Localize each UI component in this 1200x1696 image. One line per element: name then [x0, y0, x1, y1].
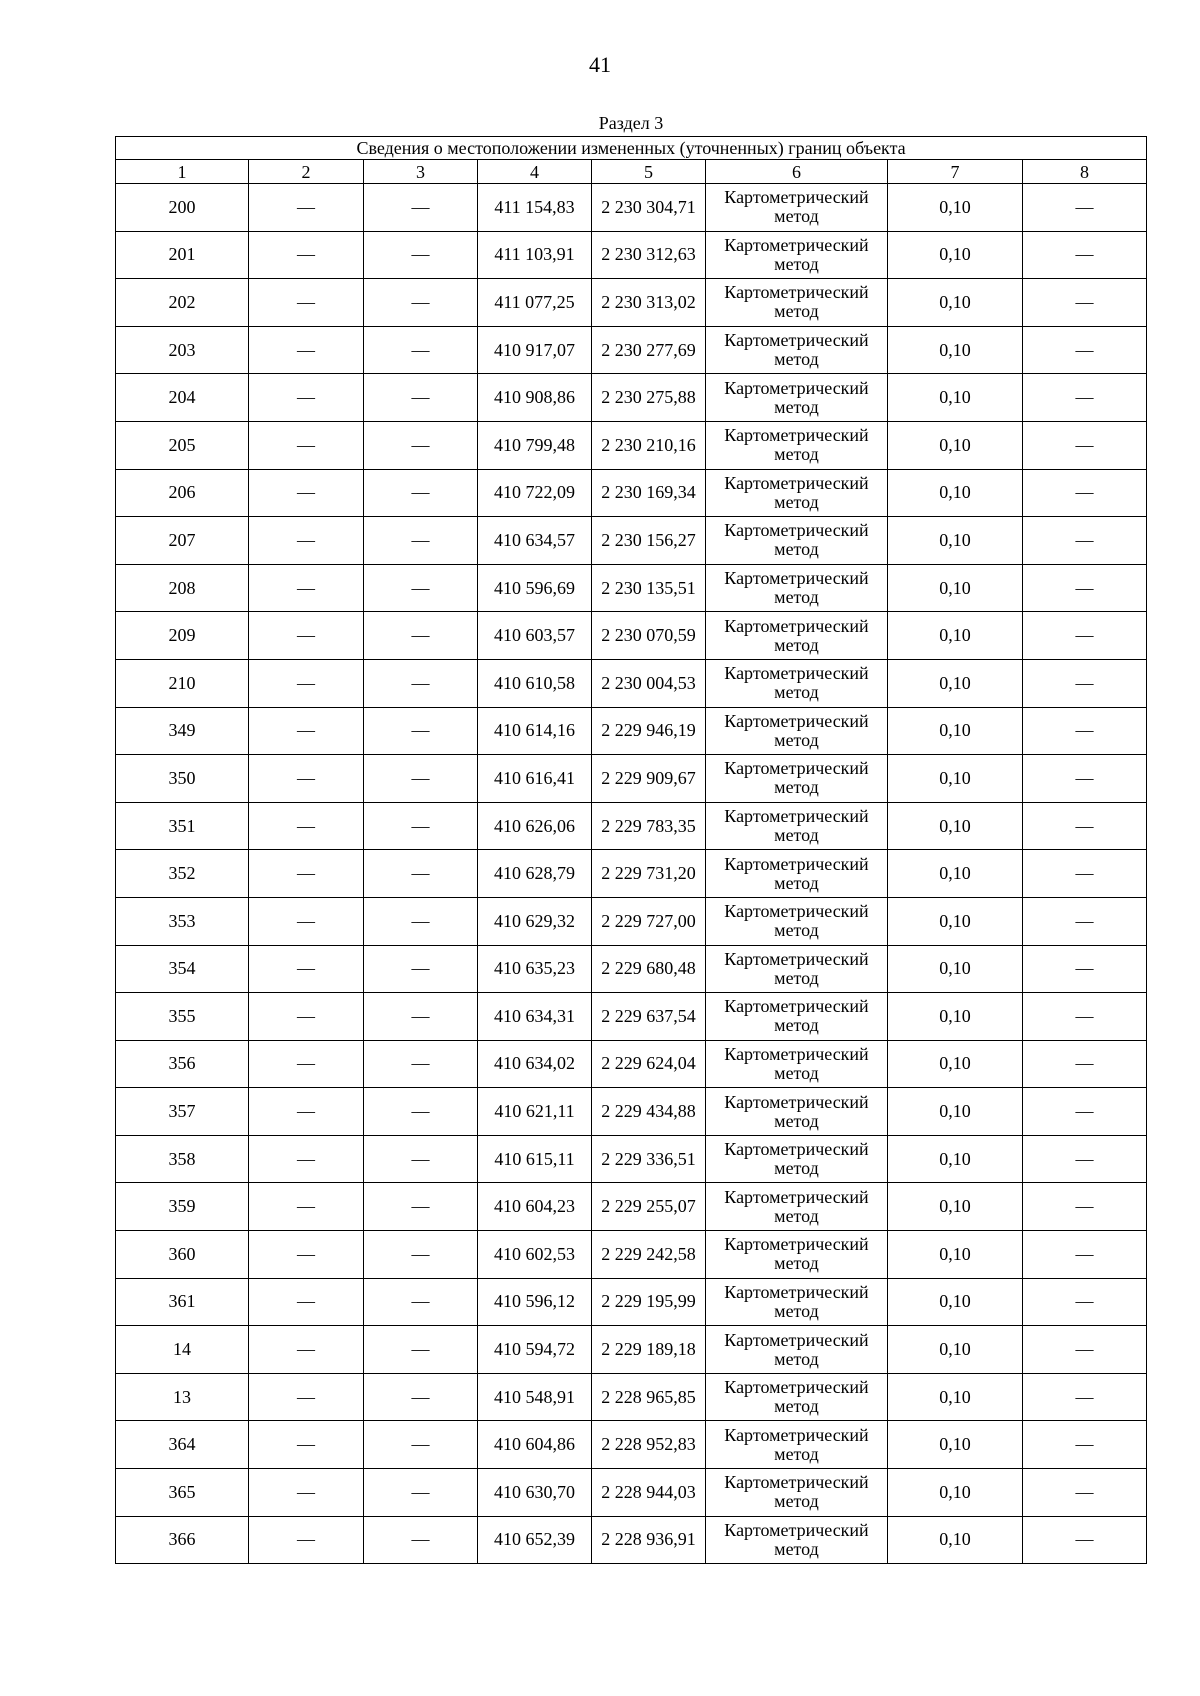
- column-header-5: 5: [592, 160, 706, 184]
- col-3-cell: —: [364, 1421, 478, 1469]
- coord-x-cell: 410 908,86: [478, 374, 592, 422]
- precision-cell: 0,10: [888, 231, 1023, 279]
- col-3-cell: —: [364, 421, 478, 469]
- coord-y-cell: 2 230 275,88: [592, 374, 706, 422]
- method-cell: Картометрический метод: [706, 1373, 888, 1421]
- table-row: [116, 184, 1147, 232]
- precision-cell: 0,10: [888, 755, 1023, 803]
- col-2-cell: —: [249, 1421, 364, 1469]
- col-8-cell: —: [1023, 612, 1147, 660]
- point-number-cell: 364: [116, 1421, 249, 1469]
- coord-y-cell: 2 230 156,27: [592, 517, 706, 565]
- table-row: [116, 231, 1147, 279]
- table-row: [116, 897, 1147, 945]
- precision-cell: 0,10: [888, 374, 1023, 422]
- col-8-cell: —: [1023, 564, 1147, 612]
- table-row: [116, 707, 1147, 755]
- table-caption: Сведения о местоположении измененных (уточненных) границ объекта: [116, 137, 1147, 160]
- precision-cell: 0,10: [888, 1135, 1023, 1183]
- coord-x-cell: 410 652,39: [478, 1516, 592, 1564]
- coord-y-cell: 2 229 731,20: [592, 850, 706, 898]
- col-2-cell: —: [249, 1231, 364, 1279]
- coord-y-cell: 2 230 004,53: [592, 659, 706, 707]
- point-number-cell: 204: [116, 374, 249, 422]
- point-number-cell: 354: [116, 945, 249, 993]
- col-2-cell: —: [249, 707, 364, 755]
- point-number-cell: 208: [116, 564, 249, 612]
- col-3-cell: —: [364, 1326, 478, 1374]
- col-3-cell: —: [364, 1373, 478, 1421]
- col-3-cell: —: [364, 517, 478, 565]
- coord-y-cell: 2 228 944,03: [592, 1469, 706, 1517]
- table-row: [116, 1088, 1147, 1136]
- col-8-cell: —: [1023, 1088, 1147, 1136]
- col-3-cell: —: [364, 374, 478, 422]
- col-2-cell: —: [249, 612, 364, 660]
- coord-x-cell: 410 629,32: [478, 897, 592, 945]
- point-number-cell: 350: [116, 755, 249, 803]
- col-8-cell: —: [1023, 517, 1147, 565]
- precision-cell: 0,10: [888, 1278, 1023, 1326]
- col-2-cell: —: [249, 659, 364, 707]
- coord-y-cell: 2 229 624,04: [592, 1040, 706, 1088]
- table-row: [116, 612, 1147, 660]
- col-2-cell: —: [249, 1516, 364, 1564]
- col-8-cell: —: [1023, 945, 1147, 993]
- method-cell: Картометрический метод: [706, 755, 888, 803]
- precision-cell: 0,10: [888, 1373, 1023, 1421]
- col-3-cell: —: [364, 326, 478, 374]
- col-3-cell: —: [364, 993, 478, 1041]
- point-number-cell: 13: [116, 1373, 249, 1421]
- coord-x-cell: 410 634,57: [478, 517, 592, 565]
- point-number-cell: 361: [116, 1278, 249, 1326]
- col-3-cell: —: [364, 1088, 478, 1136]
- col-8-cell: —: [1023, 1469, 1147, 1517]
- col-2-cell: —: [249, 897, 364, 945]
- point-number-cell: 201: [116, 231, 249, 279]
- point-number-cell: 349: [116, 707, 249, 755]
- column-header-7: 7: [888, 160, 1023, 184]
- coord-y-cell: 2 229 255,07: [592, 1183, 706, 1231]
- col-3-cell: —: [364, 1040, 478, 1088]
- coord-x-cell: 410 602,53: [478, 1231, 592, 1279]
- coord-y-cell: 2 230 210,16: [592, 421, 706, 469]
- coord-y-cell: 2 229 727,00: [592, 897, 706, 945]
- table-row: [116, 469, 1147, 517]
- method-cell: Картометрический метод: [706, 184, 888, 232]
- table-body: [116, 184, 1147, 1564]
- col-8-cell: —: [1023, 374, 1147, 422]
- col-3-cell: —: [364, 469, 478, 517]
- coord-y-cell: 2 229 189,18: [592, 1326, 706, 1374]
- coord-x-cell: 410 626,06: [478, 802, 592, 850]
- col-8-cell: —: [1023, 1135, 1147, 1183]
- method-cell: Картометрический метод: [706, 231, 888, 279]
- col-2-cell: —: [249, 993, 364, 1041]
- table-row: [116, 1040, 1147, 1088]
- table-row: [116, 564, 1147, 612]
- coord-y-cell: 2 230 070,59: [592, 612, 706, 660]
- col-3-cell: —: [364, 945, 478, 993]
- col-2-cell: —: [249, 1088, 364, 1136]
- coord-x-cell: 410 603,57: [478, 612, 592, 660]
- table-row: [116, 1516, 1147, 1564]
- point-number-cell: 209: [116, 612, 249, 660]
- table-row: [116, 993, 1147, 1041]
- coord-x-cell: 410 615,11: [478, 1135, 592, 1183]
- col-2-cell: —: [249, 1326, 364, 1374]
- method-cell: Картометрический метод: [706, 945, 888, 993]
- coord-x-cell: 410 722,09: [478, 469, 592, 517]
- table-row: [116, 1231, 1147, 1279]
- col-8-cell: —: [1023, 755, 1147, 803]
- table-row: [116, 326, 1147, 374]
- point-number-cell: 210: [116, 659, 249, 707]
- coord-y-cell: 2 230 277,69: [592, 326, 706, 374]
- precision-cell: 0,10: [888, 279, 1023, 327]
- column-header-1: 1: [116, 160, 249, 184]
- col-3-cell: —: [364, 564, 478, 612]
- coord-x-cell: 410 634,31: [478, 993, 592, 1041]
- table-row: [116, 945, 1147, 993]
- column-header-2: 2: [249, 160, 364, 184]
- precision-cell: 0,10: [888, 945, 1023, 993]
- method-cell: Картометрический метод: [706, 1421, 888, 1469]
- col-3-cell: —: [364, 755, 478, 803]
- coord-x-cell: 410 621,11: [478, 1088, 592, 1136]
- point-number-cell: 351: [116, 802, 249, 850]
- table-row: [116, 850, 1147, 898]
- method-cell: Картометрический метод: [706, 1469, 888, 1517]
- col-2-cell: —: [249, 517, 364, 565]
- method-cell: Картометрический метод: [706, 564, 888, 612]
- column-header-3: 3: [364, 160, 478, 184]
- method-cell: Картометрический метод: [706, 469, 888, 517]
- precision-cell: 0,10: [888, 517, 1023, 565]
- precision-cell: 0,10: [888, 850, 1023, 898]
- col-3-cell: —: [364, 1516, 478, 1564]
- method-cell: Картометрический метод: [706, 802, 888, 850]
- col-8-cell: —: [1023, 1421, 1147, 1469]
- coord-x-cell: 410 616,41: [478, 755, 592, 803]
- col-8-cell: —: [1023, 1516, 1147, 1564]
- point-number-cell: 355: [116, 993, 249, 1041]
- point-number-cell: 353: [116, 897, 249, 945]
- table-row: [116, 279, 1147, 327]
- method-cell: Картометрический метод: [706, 993, 888, 1041]
- point-number-cell: 356: [116, 1040, 249, 1088]
- table-row: [116, 1469, 1147, 1517]
- col-3-cell: —: [364, 184, 478, 232]
- coord-y-cell: 2 229 242,58: [592, 1231, 706, 1279]
- col-2-cell: —: [249, 1183, 364, 1231]
- method-cell: Картометрический метод: [706, 374, 888, 422]
- coord-x-cell: 410 596,12: [478, 1278, 592, 1326]
- method-cell: Картометрический метод: [706, 326, 888, 374]
- precision-cell: 0,10: [888, 993, 1023, 1041]
- col-2-cell: —: [249, 184, 364, 232]
- coord-y-cell: 2 228 952,83: [592, 1421, 706, 1469]
- coord-y-cell: 2 229 434,88: [592, 1088, 706, 1136]
- col-3-cell: —: [364, 1231, 478, 1279]
- method-cell: Картометрический метод: [706, 1135, 888, 1183]
- table-row: [116, 1326, 1147, 1374]
- coord-x-cell: 410 604,23: [478, 1183, 592, 1231]
- col-8-cell: —: [1023, 850, 1147, 898]
- table-row: [116, 802, 1147, 850]
- col-2-cell: —: [249, 802, 364, 850]
- precision-cell: 0,10: [888, 469, 1023, 517]
- method-cell: Картометрический метод: [706, 1088, 888, 1136]
- col-3-cell: —: [364, 1278, 478, 1326]
- coord-x-cell: 411 103,91: [478, 231, 592, 279]
- col-3-cell: —: [364, 231, 478, 279]
- point-number-cell: 202: [116, 279, 249, 327]
- col-3-cell: —: [364, 850, 478, 898]
- table-row: [116, 1135, 1147, 1183]
- precision-cell: 0,10: [888, 659, 1023, 707]
- section-title: Раздел 3: [598, 113, 664, 133]
- precision-cell: 0,10: [888, 802, 1023, 850]
- coord-x-cell: 410 917,07: [478, 326, 592, 374]
- col-3-cell: —: [364, 1135, 478, 1183]
- col-8-cell: —: [1023, 802, 1147, 850]
- coord-y-cell: 2 228 965,85: [592, 1373, 706, 1421]
- col-8-cell: —: [1023, 659, 1147, 707]
- column-header-4: 4: [478, 160, 592, 184]
- coord-y-cell: 2 230 169,34: [592, 469, 706, 517]
- point-number-cell: 205: [116, 421, 249, 469]
- col-2-cell: —: [249, 850, 364, 898]
- precision-cell: 0,10: [888, 1326, 1023, 1374]
- point-number-cell: 200: [116, 184, 249, 232]
- col-2-cell: —: [249, 564, 364, 612]
- coord-y-cell: 2 230 304,71: [592, 184, 706, 232]
- method-cell: Картометрический метод: [706, 659, 888, 707]
- coord-x-cell: 410 604,86: [478, 1421, 592, 1469]
- coord-y-cell: 2 229 783,35: [592, 802, 706, 850]
- col-2-cell: —: [249, 421, 364, 469]
- col-8-cell: —: [1023, 993, 1147, 1041]
- precision-cell: 0,10: [888, 326, 1023, 374]
- col-2-cell: —: [249, 469, 364, 517]
- precision-cell: 0,10: [888, 421, 1023, 469]
- coord-x-cell: 410 635,23: [478, 945, 592, 993]
- table-row: [116, 517, 1147, 565]
- col-2-cell: —: [249, 326, 364, 374]
- coord-x-cell: 410 614,16: [478, 707, 592, 755]
- precision-cell: 0,10: [888, 612, 1023, 660]
- method-cell: Картометрический метод: [706, 279, 888, 327]
- col-2-cell: —: [249, 1373, 364, 1421]
- coord-x-cell: 411 154,83: [478, 184, 592, 232]
- page-number: 41: [589, 52, 611, 77]
- col-2-cell: —: [249, 374, 364, 422]
- col-3-cell: —: [364, 707, 478, 755]
- coord-y-cell: 2 229 680,48: [592, 945, 706, 993]
- column-header-8: 8: [1023, 160, 1147, 184]
- method-cell: Картометрический метод: [706, 1040, 888, 1088]
- method-cell: Картометрический метод: [706, 850, 888, 898]
- point-number-cell: 366: [116, 1516, 249, 1564]
- col-8-cell: —: [1023, 1278, 1147, 1326]
- coord-y-cell: 2 229 946,19: [592, 707, 706, 755]
- point-number-cell: 206: [116, 469, 249, 517]
- column-header-6: 6: [706, 160, 888, 184]
- precision-cell: 0,10: [888, 1421, 1023, 1469]
- method-cell: Картометрический метод: [706, 612, 888, 660]
- col-8-cell: —: [1023, 279, 1147, 327]
- col-3-cell: —: [364, 659, 478, 707]
- col-3-cell: —: [364, 1469, 478, 1517]
- precision-cell: 0,10: [888, 1516, 1023, 1564]
- precision-cell: 0,10: [888, 1088, 1023, 1136]
- coord-x-cell: 410 548,91: [478, 1373, 592, 1421]
- point-number-cell: 359: [116, 1183, 249, 1231]
- method-cell: Картометрический метод: [706, 1516, 888, 1564]
- coord-x-cell: 410 594,72: [478, 1326, 592, 1374]
- col-3-cell: —: [364, 897, 478, 945]
- point-number-cell: 203: [116, 326, 249, 374]
- table-row: [116, 1373, 1147, 1421]
- col-2-cell: —: [249, 945, 364, 993]
- precision-cell: 0,10: [888, 1469, 1023, 1517]
- col-8-cell: —: [1023, 1373, 1147, 1421]
- col-8-cell: —: [1023, 469, 1147, 517]
- point-number-cell: 365: [116, 1469, 249, 1517]
- point-number-cell: 360: [116, 1231, 249, 1279]
- col-8-cell: —: [1023, 184, 1147, 232]
- precision-cell: 0,10: [888, 1040, 1023, 1088]
- coord-y-cell: 2 229 336,51: [592, 1135, 706, 1183]
- col-8-cell: —: [1023, 1040, 1147, 1088]
- col-8-cell: —: [1023, 326, 1147, 374]
- coord-x-cell: 411 077,25: [478, 279, 592, 327]
- table-row: [116, 421, 1147, 469]
- table-row: [116, 1278, 1147, 1326]
- coord-x-cell: 410 799,48: [478, 421, 592, 469]
- coord-y-cell: 2 230 313,02: [592, 279, 706, 327]
- col-8-cell: —: [1023, 1183, 1147, 1231]
- col-2-cell: —: [249, 755, 364, 803]
- col-3-cell: —: [364, 612, 478, 660]
- point-number-cell: 357: [116, 1088, 249, 1136]
- precision-cell: 0,10: [888, 1231, 1023, 1279]
- point-number-cell: 207: [116, 517, 249, 565]
- coord-x-cell: 410 610,58: [478, 659, 592, 707]
- col-8-cell: —: [1023, 707, 1147, 755]
- col-2-cell: —: [249, 1469, 364, 1517]
- col-8-cell: —: [1023, 421, 1147, 469]
- coord-y-cell: 2 230 135,51: [592, 564, 706, 612]
- precision-cell: 0,10: [888, 897, 1023, 945]
- col-8-cell: —: [1023, 897, 1147, 945]
- precision-cell: 0,10: [888, 564, 1023, 612]
- coord-x-cell: 410 634,02: [478, 1040, 592, 1088]
- method-cell: Картометрический метод: [706, 421, 888, 469]
- coord-x-cell: 410 628,79: [478, 850, 592, 898]
- coord-y-cell: 2 229 637,54: [592, 993, 706, 1041]
- col-2-cell: —: [249, 1278, 364, 1326]
- col-2-cell: —: [249, 279, 364, 327]
- method-cell: Картометрический метод: [706, 1231, 888, 1279]
- table-row: [116, 374, 1147, 422]
- point-number-cell: 14: [116, 1326, 249, 1374]
- coordinates-table: [115, 136, 1147, 1564]
- col-2-cell: —: [249, 1135, 364, 1183]
- method-cell: Картометрический метод: [706, 1326, 888, 1374]
- col-3-cell: —: [364, 1183, 478, 1231]
- col-3-cell: —: [364, 802, 478, 850]
- coord-y-cell: 2 229 195,99: [592, 1278, 706, 1326]
- coord-y-cell: 2 230 312,63: [592, 231, 706, 279]
- method-cell: Картометрический метод: [706, 707, 888, 755]
- precision-cell: 0,10: [888, 184, 1023, 232]
- method-cell: Картометрический метод: [706, 1183, 888, 1231]
- col-8-cell: —: [1023, 1231, 1147, 1279]
- method-cell: Картометрический метод: [706, 517, 888, 565]
- table-row: [116, 1183, 1147, 1231]
- coord-y-cell: 2 229 909,67: [592, 755, 706, 803]
- precision-cell: 0,10: [888, 707, 1023, 755]
- table-row: [116, 1421, 1147, 1469]
- table-row: [116, 755, 1147, 803]
- point-number-cell: 352: [116, 850, 249, 898]
- coord-x-cell: 410 596,69: [478, 564, 592, 612]
- method-cell: Картометрический метод: [706, 1278, 888, 1326]
- col-8-cell: —: [1023, 231, 1147, 279]
- coord-y-cell: 2 228 936,91: [592, 1516, 706, 1564]
- table-row: [116, 659, 1147, 707]
- precision-cell: 0,10: [888, 1183, 1023, 1231]
- col-8-cell: —: [1023, 1326, 1147, 1374]
- col-3-cell: —: [364, 279, 478, 327]
- point-number-cell: 358: [116, 1135, 249, 1183]
- coord-x-cell: 410 630,70: [478, 1469, 592, 1517]
- method-cell: Картометрический метод: [706, 897, 888, 945]
- col-2-cell: —: [249, 231, 364, 279]
- col-2-cell: —: [249, 1040, 364, 1088]
- column-header-row: [116, 160, 1147, 184]
